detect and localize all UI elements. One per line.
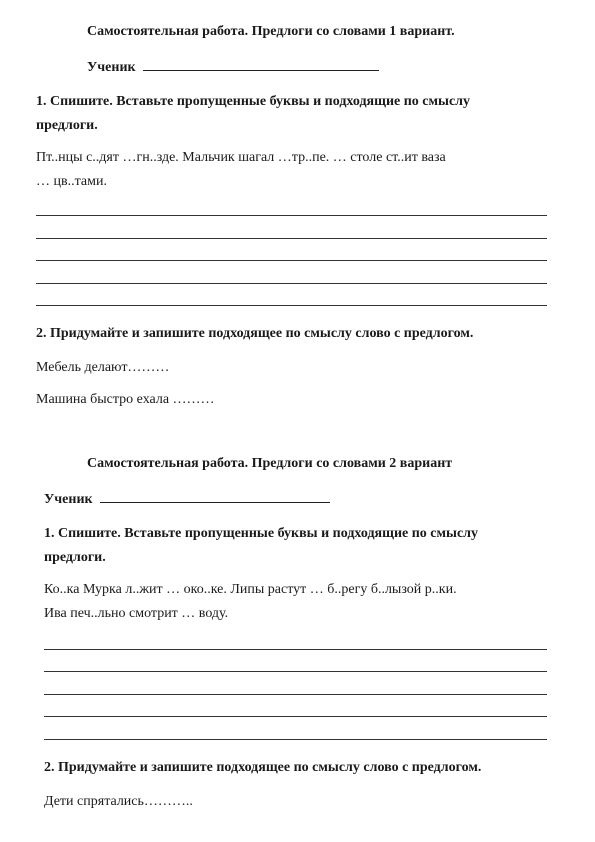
variant1-title: Самостоятельная работа. Предлоги со словами 1 вариант.	[87, 24, 455, 39]
variant1-task1-text	[36, 146, 446, 194]
variant1-task2-title: 2. Придумайте и запишите подходящее по смыслу слово с предлогом.	[36, 326, 474, 341]
variant2-task1-title-line1: 1. Спишите. Вставьте пропущенные буквы и подходящие по смыслу	[44, 526, 479, 541]
variant2-answer-line-2[interactable]	[44, 671, 547, 672]
variant1-student-label: Ученик	[87, 60, 136, 75]
variant2-answer-line-1[interactable]	[44, 649, 547, 650]
variant2-answer-line-4[interactable]	[44, 716, 547, 717]
variant1-answer-line-2[interactable]	[36, 238, 547, 239]
variant2-student-label: Ученик	[44, 492, 93, 507]
variant2-task1-text-line1: Ко..ка Мурка л..жит … око..ке. Липы растут … б..регу б..лызой р..ки.	[44, 582, 457, 597]
variant1-task1-title-line2: предлоги.	[36, 118, 98, 133]
variant2-answer-line-5[interactable]	[44, 739, 547, 740]
variant1-answer-line-4[interactable]	[36, 283, 547, 284]
variant2-student-row	[44, 490, 330, 508]
variant2-title: Самостоятельная работа. Предлоги со словами 2 вариант	[87, 456, 453, 471]
variant2-task2-item1: Дети спрятались………..	[44, 794, 193, 809]
variant1-student-row	[87, 58, 379, 76]
variant2-task1-text	[44, 578, 457, 626]
variant1-task1-title	[36, 90, 561, 138]
variant2-student-name-field[interactable]	[100, 490, 330, 503]
variant1-task2-item1: Мебель делают………	[36, 360, 170, 375]
variant2-task2-title: 2. Придумайте и запишите подходящее по смыслу слово с предлогом.	[44, 760, 482, 775]
variant1-answer-line-5[interactable]	[36, 305, 547, 306]
variant2-answer-line-3[interactable]	[44, 694, 547, 695]
variant2-task1-text-line2: Ива печ..льно смотрит … воду.	[44, 606, 229, 621]
variant2-task1-title-line2: предлоги.	[44, 550, 106, 565]
variant1-task1-text-line1: Пт..нцы с..дят …гн..зде. Мальчик шагал …тр..пе. … столе ст..ит ваза	[36, 150, 446, 165]
variant1-answer-line-3[interactable]	[36, 260, 547, 261]
variant1-task2-item2: Машина быстро ехала ………	[36, 392, 215, 407]
variant1-task1-title-line1: 1. Спишите. Вставьте пропущенные буквы и подходящие по смыслу	[36, 94, 471, 109]
variant2-task1-title	[44, 522, 564, 570]
variant1-task1-text-line2: … цв..тами.	[36, 174, 107, 189]
variant1-student-name-field[interactable]	[143, 58, 379, 71]
variant1-answer-line-1[interactable]	[36, 215, 547, 216]
